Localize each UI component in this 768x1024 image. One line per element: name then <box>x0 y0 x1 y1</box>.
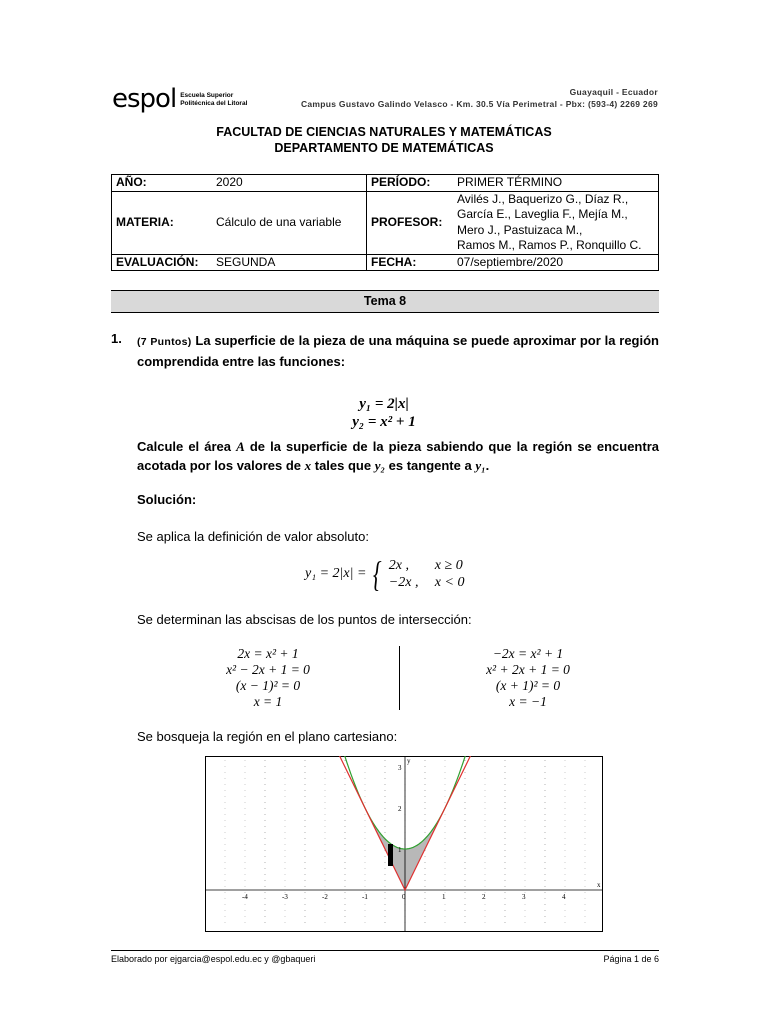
case2-expression: −2x , <box>388 575 419 590</box>
solution-step-1: Se aplica la definición de valor absoluto: <box>137 529 369 544</box>
anio-label: AÑO: <box>112 175 213 192</box>
question-number: 1. <box>111 331 122 346</box>
question-text: La superficie de la pieza de una máquina se puede aproximar por la región comprendida entre las funciones: <box>137 333 659 369</box>
x-tick-label: 4 <box>562 893 566 901</box>
evaluacion-value: SEGUNDA <box>212 254 367 271</box>
table-row <box>112 191 659 254</box>
header-address: Campus Gustavo Galindo Velasco - Km. 30.5 Vía Perimetral - Pbx: (593-4) 2269 269 <box>300 99 658 109</box>
left-system <box>178 646 358 710</box>
profesor-line-2: García E., Laveglia F., Mejía M., <box>457 207 628 221</box>
y-axis-label: y <box>407 757 411 765</box>
logo-text: espol <box>112 84 177 114</box>
materia-value: Cálculo de una variable <box>212 191 367 254</box>
footer-rule <box>111 950 659 951</box>
faculty-heading <box>0 124 768 156</box>
profesor-line-1: Avilés J., Baquerizo G., Díaz R., <box>457 191 629 206</box>
right-system-line: (x + 1)² = 0 <box>495 678 561 693</box>
periodo-label: PERÍODO: <box>367 175 454 192</box>
left-system-line: (x − 1)² = 0 <box>235 678 301 693</box>
exam-info-table <box>111 174 659 271</box>
left-system-line: 2x = x² + 1 <box>237 646 299 661</box>
task-part-b: de la superficie de la pieza sabiendo que la región se encuentra acotada por los valores de <box>137 439 659 473</box>
case-row <box>389 574 481 591</box>
task-var-x: x <box>304 458 312 473</box>
x-tick-label: -2 <box>322 893 328 901</box>
case1-expression: 2x , <box>388 558 410 573</box>
fecha-label: FECHA: <box>367 254 454 271</box>
case-row <box>389 557 481 574</box>
right-system <box>438 646 618 710</box>
profesor-label: PROFESOR: <box>367 191 454 254</box>
header-location: Guayaquil - Ecuador <box>569 87 658 97</box>
anio-value: 2020 <box>212 175 367 192</box>
task-part-a: Calcule el área <box>137 439 237 454</box>
x-tick-label: 1 <box>442 893 446 901</box>
piecewise-lhs: y₁ = 2|x| = <box>305 566 367 581</box>
left-system-line: x² − 2x + 1 = 0 <box>226 662 310 677</box>
y-tick-label: 2 <box>398 805 402 813</box>
case2-condition: x < 0 <box>434 575 465 590</box>
profesor-line-4: Ramos M., Ramos P., Ronquillo C. <box>457 238 642 252</box>
right-system-line: −2x = x² + 1 <box>492 646 564 661</box>
task-var-a: A <box>236 439 245 454</box>
x-tick-label: -3 <box>282 893 288 901</box>
profesor-value <box>453 191 659 254</box>
solution-step-3: Se bosqueja la región en el plano cartesiano: <box>137 729 398 744</box>
header-address-block <box>301 86 658 110</box>
profesor-line-3: Mero J., Pastuizaca M., <box>457 222 583 237</box>
left-system-line: x = 1 <box>253 694 283 709</box>
solution-step-2: Se determinan las abscisas de los puntos de intersección: <box>137 612 472 627</box>
x-tick-label: -1 <box>362 893 368 901</box>
logo-subtitle <box>180 92 247 108</box>
system-divider <box>399 646 400 710</box>
faculty-name: FACULTAD DE CIENCIAS NATURALES Y MATEMÁTICAS <box>216 125 552 139</box>
x-tick-label: 0 <box>402 893 406 901</box>
piecewise-cases <box>389 557 481 591</box>
tema-banner: Tema 8 <box>111 290 659 313</box>
right-system-line: x = −1 <box>509 694 547 709</box>
logo-sub-line-2: Politécnica del Litoral <box>180 100 248 107</box>
evaluacion-label: EVALUACIÓN: <box>112 254 213 271</box>
department-name: DEPARTAMENTO DE MATEMÁTICAS <box>274 141 494 155</box>
equation-y2: y₂ = x² + 1 <box>352 414 416 430</box>
solution-label: Solución: <box>137 492 197 507</box>
table-row <box>112 254 659 271</box>
case1-condition: x ≥ 0 <box>434 558 463 573</box>
x-tick-label: -4 <box>242 893 248 901</box>
equation-y1: y₁ = 2|x| <box>359 396 409 412</box>
fecha-value: 07/septiembre/2020 <box>453 254 659 271</box>
footer-page: Página 1 de 6 <box>603 954 659 964</box>
table-row <box>112 175 659 192</box>
brace-symbol: { <box>373 554 382 594</box>
y-tick-label: 1 <box>398 846 402 854</box>
logo-sub-line-1: Escuela Superior <box>180 92 234 99</box>
question-task <box>137 437 659 475</box>
region-graph <box>205 756 603 932</box>
task-part-c: tales que <box>311 458 375 473</box>
question-statement <box>137 331 659 371</box>
task-var-y2: y₂ <box>374 458 386 473</box>
x-tick-label: 2 <box>482 893 486 901</box>
black-marker <box>388 844 393 866</box>
y-tick-label: 3 <box>398 764 402 772</box>
footer-author: Elaborado por ejgarcia@espol.edu.ec y @gbaqueri <box>111 954 316 964</box>
x-tick-label: 3 <box>522 893 526 901</box>
question-points: (7 Puntos) <box>137 336 192 348</box>
task-part-d: es tangente a <box>385 458 476 473</box>
espol-logo <box>112 86 247 112</box>
right-system-line: x² + 2x + 1 = 0 <box>486 662 570 677</box>
x-axis-label: x <box>597 881 601 889</box>
task-part-e: . <box>485 458 490 473</box>
task-var-y1: y₁ <box>475 458 486 473</box>
materia-label: MATERIA: <box>112 191 213 254</box>
periodo-value: PRIMER TÉRMINO <box>453 175 659 192</box>
piecewise-definition <box>305 556 481 592</box>
